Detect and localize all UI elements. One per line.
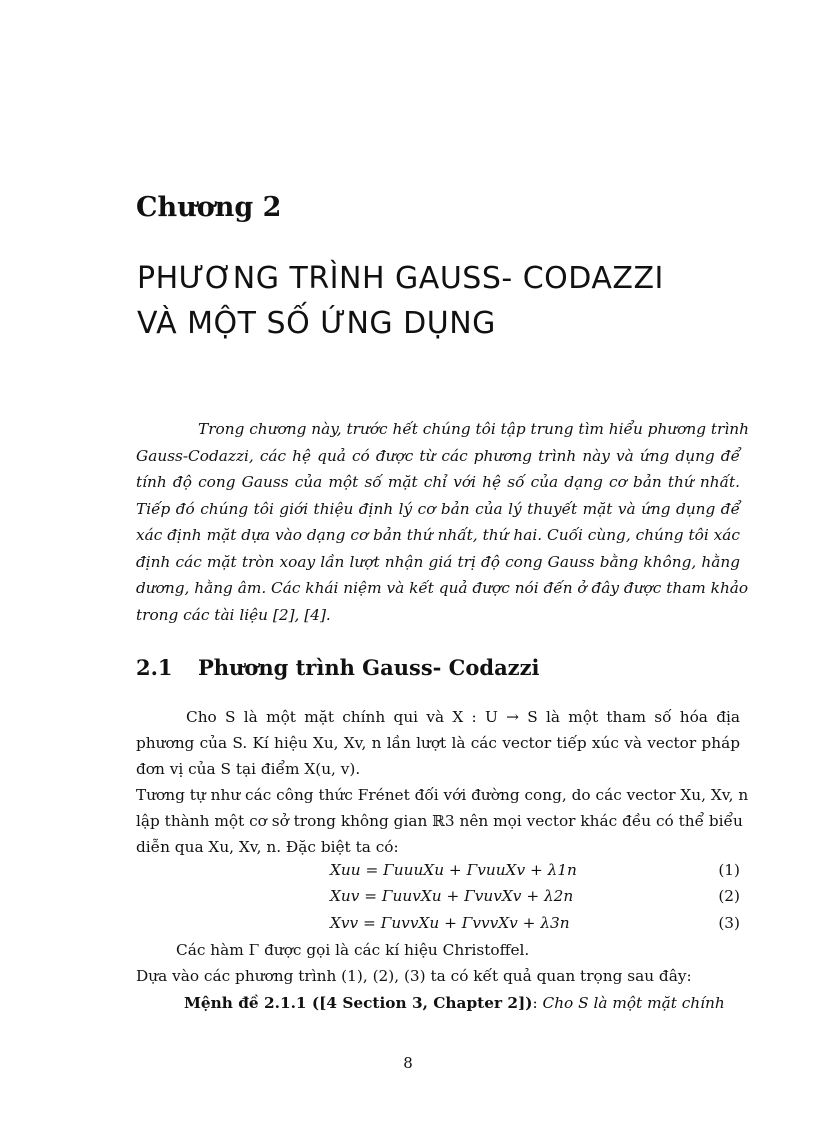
proposition-text: Cho S là một mặt chính [542,994,725,1012]
paragraph-line: Tương tự như các công thức Frénet đối với đường cong, do các vector Xu, Xv, n [136,786,749,804]
equation-3-number: (3) [718,914,740,932]
proposition-colon: : [532,994,543,1012]
equation-3: Xvv = ΓuvvXu + ΓvvvXv + λ3n [330,914,570,932]
section-number: 2.1 [136,655,173,680]
chapter-title-line-2: VÀ MỘT SỐ ỨNG DỤNG [137,306,496,341]
equation-1: Xuu = ΓuuuXu + ΓvuuXv + λ1n [330,861,577,879]
paragraph-line: diễn qua Xu, Xv, n. Đặc biệt ta có: [136,838,399,856]
abstract-line: Tiếp đó chúng tôi giới thiệu định lý cơ bản của lý thuyết mặt và ứng dụng để [136,499,740,518]
abstract-line: Gauss-Codazzi, các hệ quả có được từ các phương trình này và ứng dụng để [136,446,740,465]
paragraph-line: đơn vị của S tại điểm X(u, v). [136,760,361,778]
proposition-label: Mệnh đề 2.1.1 ([4 Section 3, Chapter 2]) [184,994,533,1012]
abstract-line: Trong chương này, trước hết chúng tôi tập trung tìm hiểu phương trình [198,420,749,438]
chapter-label: Chương 2 [136,192,282,223]
equation-1-number: (1) [718,861,740,879]
abstract-line: xác định mặt dựa vào dạng cơ bản thứ nhất, thứ hai. Cuối cùng, chúng tôi xác [136,526,740,544]
abstract-line: tính độ cong Gauss của một số mặt chỉ với hệ số của dạng cơ bản thứ nhất. [136,473,740,491]
equation-2: Xuv = ΓuuvXu + ΓvuvXv + λ2n [330,887,574,905]
section-title: Phương trình Gauss- Codazzi [198,655,540,680]
proposition [184,994,725,1012]
abstract-line: trong các tài liệu [2], [4]. [136,605,331,624]
abstract-line: dương, hằng âm. Các khái niệm và kết quả được nói đến ở đây được tham khảo [136,579,749,597]
paragraph-line: lập thành một cơ sở trong không gian ℝ3 nên mọi vector khác đều có thể biểu [136,812,743,830]
chapter-abstract [136,416,749,628]
christoffel-sentence: Các hàm Γ được gọi là các kí hiệu Christoffel. [176,941,530,959]
page-number: 8 [403,1054,413,1072]
paragraph-line: Cho S là một mặt chính qui và X : U → S là một tham số hóa địa [186,708,740,726]
abstract-line: định các mặt tròn xoay lần lượt nhận giá trị độ cong Gauss bằng không, hằng [136,552,740,571]
equation-2-number: (2) [718,887,740,905]
chapter-title-line-1: PHƯƠNG TRÌNH GAUSS- CODAZZI [137,261,664,296]
paragraph-line: phương của S. Kí hiệu Xu, Xv, n lần lượt là các vector tiếp xúc và vector pháp [136,734,740,752]
consequence-sentence: Dựa vào các phương trình (1), (2), (3) ta có kết quả quan trọng sau đây: [136,967,692,985]
